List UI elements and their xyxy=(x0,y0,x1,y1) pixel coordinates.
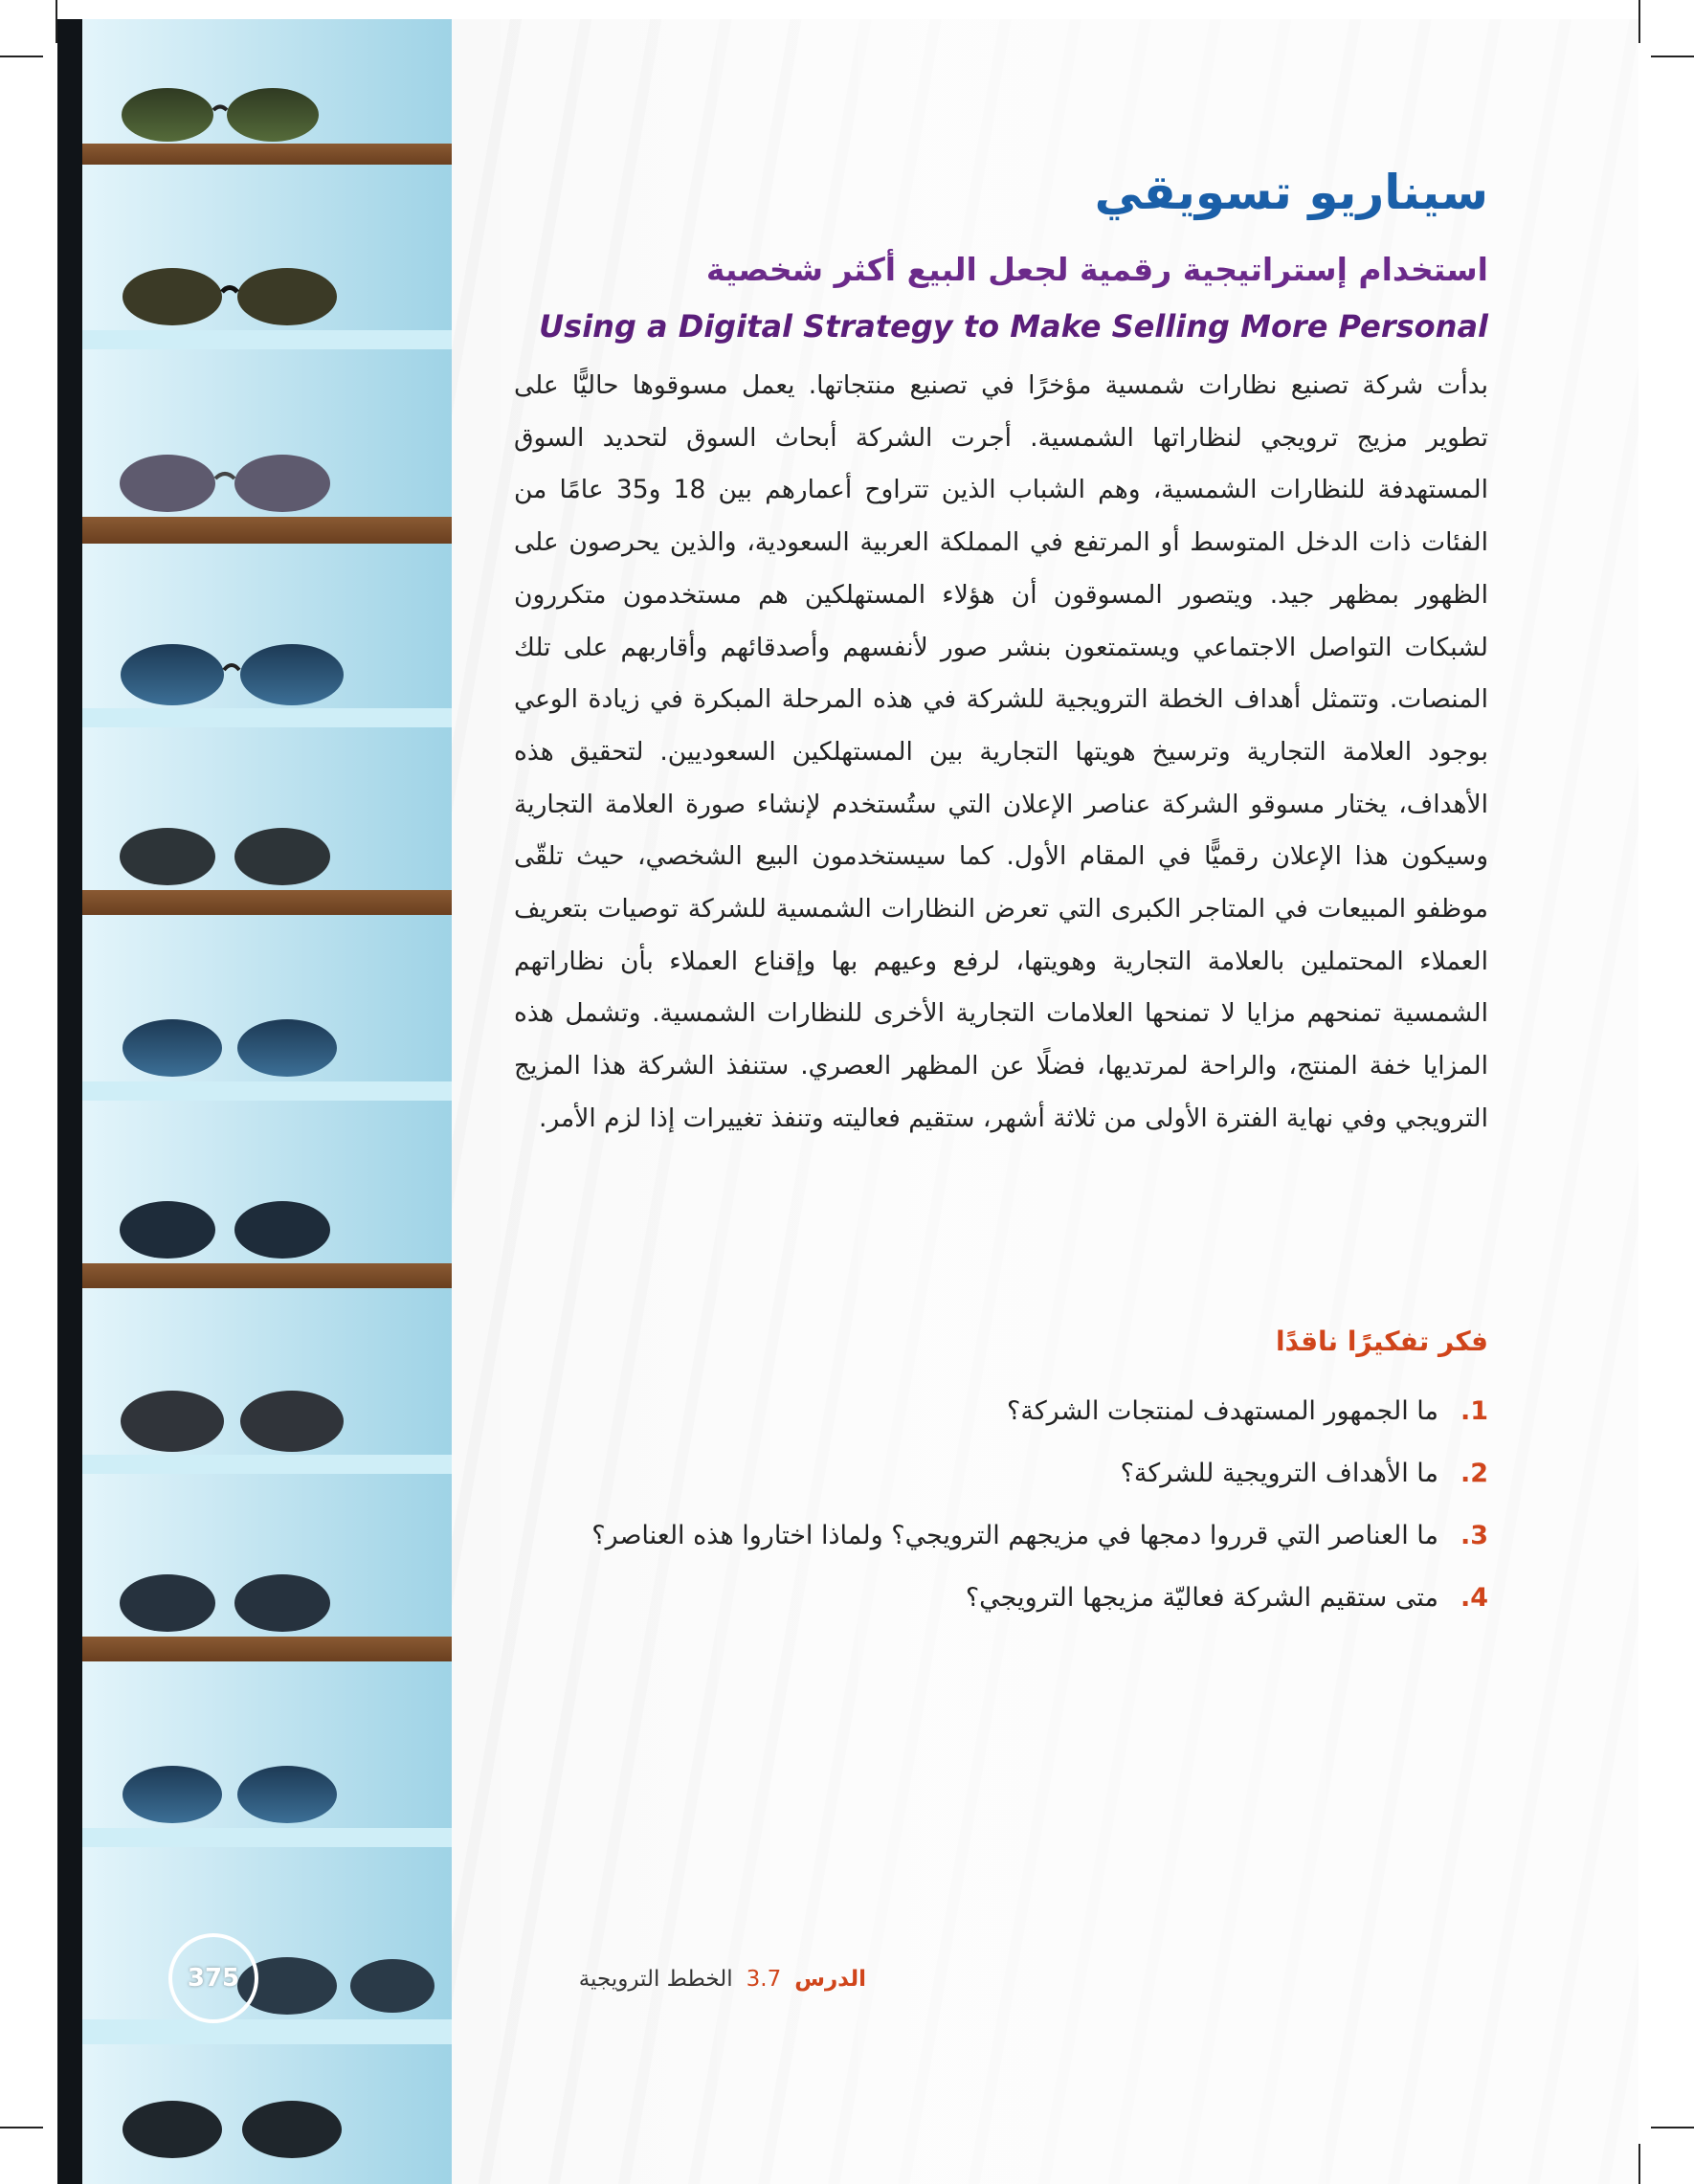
subtitle-arabic: استخدام إستراتيجية رقمية لجعل البيع أكثر شخصية xyxy=(705,251,1488,288)
lesson-title: الخطط الترويجية xyxy=(578,1967,733,1992)
scenario-paragraph: بدأت شركة تصنيع نظارات شمسية مؤخرًا في تصنيع منتجاتها. يعمل مسوقوها حاليًّا على تطوير مزيج ترويجي لنظاراتها الشمسية. أجرت الشركة أبحاث السوق لتحديد السوق المستهدفة للنظارات الشمسية، وهم الشباب الذين تتراوح أعمارهم بين 18 و35 عامًا من الفئات ذات الدخل المتوسط أو المرتفع في المملكة العربية السعودية، والذين يحرصون على الظهور بمظهر جيد. ويتصور المسوقون أن هؤلاء المستهلكين هم مستخدمون متكررون لشبكات التواصل الاجتماعي ويستمتعون بنشر صور لأنفسهم وأصدقائهم وأقاربهم على تلك المنصات. وتتمثل أهداف الخطة الترويجية للشركة في هذه المرحلة المبكرة في زيادة الوعي بوجود العلامة التجارية وترسيخ هويتها التجارية بين المستهلكين السعوديين. لتحقيق هذه الأهداف، يختار مسوقو الشركة عناصر الإعلان التي ستُستخدم لإنشاء صورة العلامة التجارية وسيكون هذا الإعلان رقميًّا في المقام الأول. كما سيستخدمون البيع الشخصي، حيث تلقّى موظفو المبيعات في المتاجر الكبرى التي تعرض النظارات الشمسية للشركة توصيات بتعريف العملاء المحتملين بالعلامة التجارية وهويتها، لرفع وعيهم بها وإقناع العملاء بأن نظاراتهم الشمسية تمنحهم مزايا لا تمنحها العلامات التجارية الأخرى للنظارات الشمسية. وتشمل هذه المزايا خفة المنتج، والراحة لمرتديها، فضلًا عن المظهر العصري. ستنفذ الشركة هذا المزيج الترويجي وفي نهاية الفترة الأولى من ثلاثة أشهر، ستقيم فعاليته وتنفذ تغييرات إذا لزم الأمر. xyxy=(514,370,1488,1133)
page-footer xyxy=(522,1960,866,1998)
question-number: 4. xyxy=(1460,1583,1488,1613)
crop-mark xyxy=(1651,2127,1694,2128)
question-text: ما الجمهور المستهدف لمنتجات الشركة؟ xyxy=(1007,1396,1438,1426)
subtitle-english: Using a Digital Strategy to Make Selling More Personal xyxy=(539,308,1488,345)
question-item xyxy=(514,1388,1488,1435)
question-text: متى ستقيم الشركة فعاليّة مزيجها الترويجي؟ xyxy=(965,1583,1438,1613)
question-number: 2. xyxy=(1460,1459,1488,1488)
crop-mark xyxy=(0,2127,43,2128)
question-item xyxy=(514,1450,1488,1497)
question-text: ما الأهداف الترويجية للشركة؟ xyxy=(1120,1459,1438,1488)
question-text: ما العناصر التي قرروا دمجها في مزيجهم الترويجي؟ ولماذا اختاروا هذه العناصر؟ xyxy=(591,1521,1438,1550)
page-number: 375 xyxy=(187,1964,240,1993)
crop-mark xyxy=(0,56,43,57)
sunglasses-shelf-photo xyxy=(57,19,452,2184)
question-number: 3. xyxy=(1460,1521,1488,1550)
page-number-badge xyxy=(168,1933,258,2023)
questions-list xyxy=(514,1388,1488,1637)
critical-thinking-heading: فكر تفكيرًا ناقدًا xyxy=(1275,1326,1488,1357)
lesson-label: الدرس xyxy=(794,1967,866,1992)
question-item xyxy=(514,1512,1488,1559)
lesson-number: 3.7 xyxy=(746,1967,782,1992)
crop-mark xyxy=(1638,0,1640,43)
section-title: سيناريو تسويقي xyxy=(1094,165,1488,220)
crop-mark xyxy=(1651,56,1694,57)
crop-mark xyxy=(1638,2144,1640,2184)
question-item xyxy=(514,1574,1488,1621)
sunglasses-illustration xyxy=(57,19,452,2184)
question-number: 1. xyxy=(1460,1396,1488,1426)
